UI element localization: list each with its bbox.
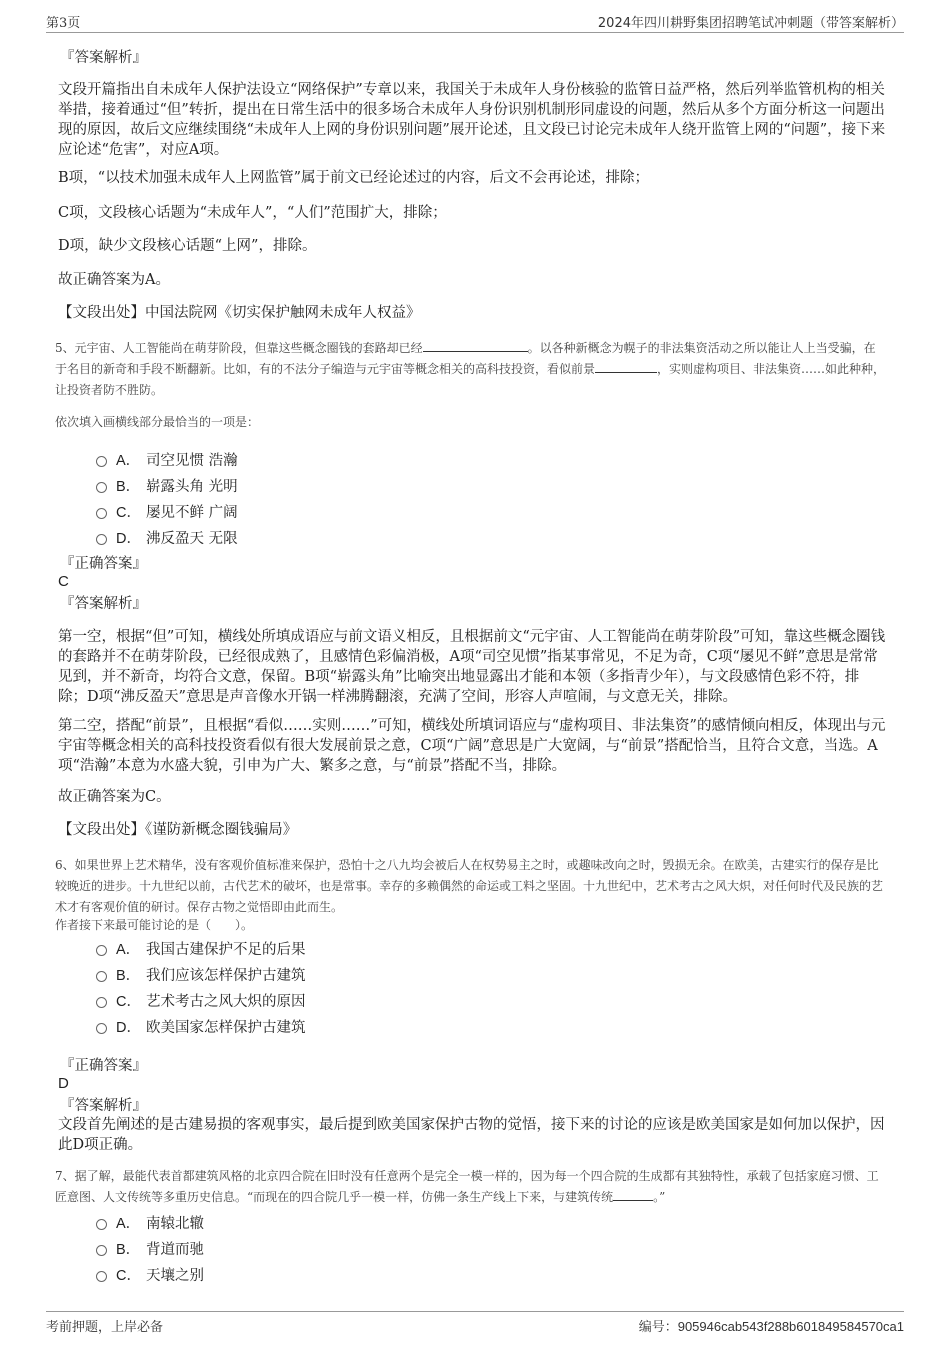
q5-prompt: 依次填入画横线部分最恰当的一项是：	[55, 415, 260, 429]
q5-correct-label: 『正确答案』	[60, 556, 147, 572]
q4-analysis-p1: 文段开篇指出自未成年人保护法设立“网络保护”专章以来，我国关于未成年人身份核验的监管日益严格，然后列举监管机构的相关举措，接着通过“但”转折，提出在日常生活中的很多场合未成年人身份识别机制形同虚设的问题，然后从多个方面分析这一问题出现的原因，故后文应继续围绕“未成年人上网的身份识别问题”展开论述，且文段已讨论完未成年人绕开监管上网的“问题”，接下来应论述“危害”，对应A项。	[58, 82, 886, 158]
q4-analysis-label: 『答案解析』	[60, 50, 147, 66]
radio-icon[interactable]	[96, 482, 107, 493]
q6-analysis-label: 『答案解析』	[60, 1098, 147, 1114]
q5-correct-answer: C	[58, 573, 69, 590]
document-title: 2024年四川耕野集团招聘笔试冲刺题（带答案解析）	[597, 16, 904, 31]
footer-slogan: 考前押题，上岸必备	[46, 1320, 164, 1335]
q6-option-a[interactable]: A． 我国古建保护不足的后果	[96, 938, 306, 959]
q6-option-d[interactable]: D． 欧美国家怎样保护古建筑	[96, 1016, 306, 1037]
q6-option-b[interactable]: B． 我们应该怎样保护古建筑	[96, 964, 306, 985]
radio-icon[interactable]	[96, 508, 107, 519]
blank-1	[613, 1188, 653, 1201]
q6-correct-label: 『正确答案』	[60, 1058, 147, 1074]
radio-icon[interactable]	[96, 945, 107, 956]
q4-analysis-p3: C项，文段核心话题为“未成年人”，“人们”范围扩大，排除；	[58, 205, 447, 221]
q7-option-b[interactable]: B． 背道而驰	[96, 1238, 204, 1259]
document-code: 编号：905946cab543f288b601849584570ca1	[638, 1319, 904, 1335]
radio-icon[interactable]	[96, 1023, 107, 1034]
q6-stem: 6、如果世界上艺术精华，没有客观价值标准来保护，恐怕十之八九均会被后人在权势易主之时，或趣味改向之时，毁损无余。在欧美，古建实行的保存是比较晚近的进步。十九世纪以前，古代艺术的破坏，也是常事。幸存的多赖偶然的命运或工料之坚固。十九世纪中，艺术考古之风大炽，对任何时代及民族的艺术才有客观价值的研讨。保存古物之觉悟即由此而生。	[55, 858, 884, 914]
radio-icon[interactable]	[96, 971, 107, 982]
q5-option-a[interactable]: A． 司空见惯 浩瀚	[96, 449, 238, 470]
q6-prompt: 作者接下来最可能讨论的是（ ）。	[55, 918, 254, 932]
q5-option-c[interactable]: C． 屡见不鲜 广阔	[96, 501, 238, 522]
q5-analysis-label: 『答案解析』	[60, 596, 147, 612]
q7-option-a[interactable]: A． 南辕北辙	[96, 1212, 204, 1233]
radio-icon[interactable]	[96, 1219, 107, 1230]
q5-analysis-p1: 第一空，根据“但”可知，横线处所填成语应与前文语义相反，且根据前文“元宇宙、人工智能尚在萌芽阶段”可知，靠这些概念圈钱的套路并不在萌芽阶段，已经很成熟了，且感情色彩偏消极，A项“司空见惯”指某事常见，不足为奇，C项“屡见不鲜”意思是常常见到，并不新奇，均符合文意，保留。B项“崭露头角”比喻突出地显露出才能和本领（多指青少年），与文段感情色彩不符，排除；D项“沸反盈天”意思是声音像水开锅一样沸腾翻滚，充满了空间，形容人声喧闹，与文意无关，排除。	[58, 629, 886, 705]
radio-icon[interactable]	[96, 456, 107, 467]
q7-option-c[interactable]: C． 天壤之别	[96, 1264, 204, 1285]
page-number: 第3页	[46, 16, 81, 31]
radio-icon[interactable]	[96, 997, 107, 1008]
page-footer	[46, 1311, 904, 1335]
q5-analysis-p2: 第二空，搭配“前景”，且根据“看似……实则……”可知，横线处所填词语应与“虚构项目、非法集资”的感情倾向相反，体现出与元宇宙等概念相关的高科技投资看似有很大发展前景之意，C项“广阔”意思是广大宽阔，与“前景”搭配恰当，且符合文意，当选。A项“浩瀚”本意为水盛大貌，引申为广大、繁多之意，与“前景”搭配不当，排除。	[58, 718, 886, 774]
q6-correct-answer: D	[58, 1075, 69, 1092]
q6-analysis-p1: 文段首先阐述的是古建易损的客观事实，最后提到欧美国家保护古物的觉悟，接下来的讨论的应该是欧美国家是如何加以保护，因此D项正确。	[58, 1117, 885, 1153]
q5-answer-line: 故正确答案为C。	[58, 789, 171, 805]
blank-1	[423, 339, 528, 352]
q4-answer-line: 故正确答案为A。	[58, 272, 170, 288]
q4-source: 【文段出处】中国法院网《切实保护触网未成年人权益》	[58, 305, 421, 321]
q5-source: 【文段出处】《谨防新概念圈钱骗局》	[58, 822, 298, 838]
q5-option-b[interactable]: B． 崭露头角 光明	[96, 475, 238, 496]
q4-analysis-p2: B项，“以技术加强未成年人上网监管”属于前文已经论述过的内容，后文不会再论述，排除；	[58, 170, 649, 186]
radio-icon[interactable]	[96, 534, 107, 545]
q7-stem: 7、据了解，最能代表首都建筑风格的北京四合院在旧时没有任意两个是完全一模一样的，因为每一个四合院的生成都有其独特性，承载了包括家庭习惯、工匠意图、人文传统等多重历史信息。“而现在的四合院几乎一模一样，仿佛一条生产线上下来，与建筑传统 。”	[55, 1169, 879, 1204]
q5-stem: 5、元宇宙、人工智能尚在萌芽阶段，但靠这些概念圈钱的套路却已经 。以各种新概念为幌子的非法集资活动之所以能让人上当受骗，在于名目的新奇和手段不断翻新。比如，有的不法分子编造与元宇宙等概念相关的高科技投资，看似前景 ，实则虚构项目、非法集资……如此种种，让投资者防不胜防。	[55, 341, 886, 397]
q6-option-c[interactable]: C． 艺术考古之风大炽的原因	[96, 990, 306, 1011]
q4-analysis-p4: D项，缺少文段核心话题“上网”，排除。	[58, 238, 317, 254]
page-header	[46, 12, 904, 33]
blank-2	[595, 360, 657, 373]
q5-option-d[interactable]: D． 沸反盈天 无限	[96, 527, 238, 548]
radio-icon[interactable]	[96, 1271, 107, 1282]
radio-icon[interactable]	[96, 1245, 107, 1256]
